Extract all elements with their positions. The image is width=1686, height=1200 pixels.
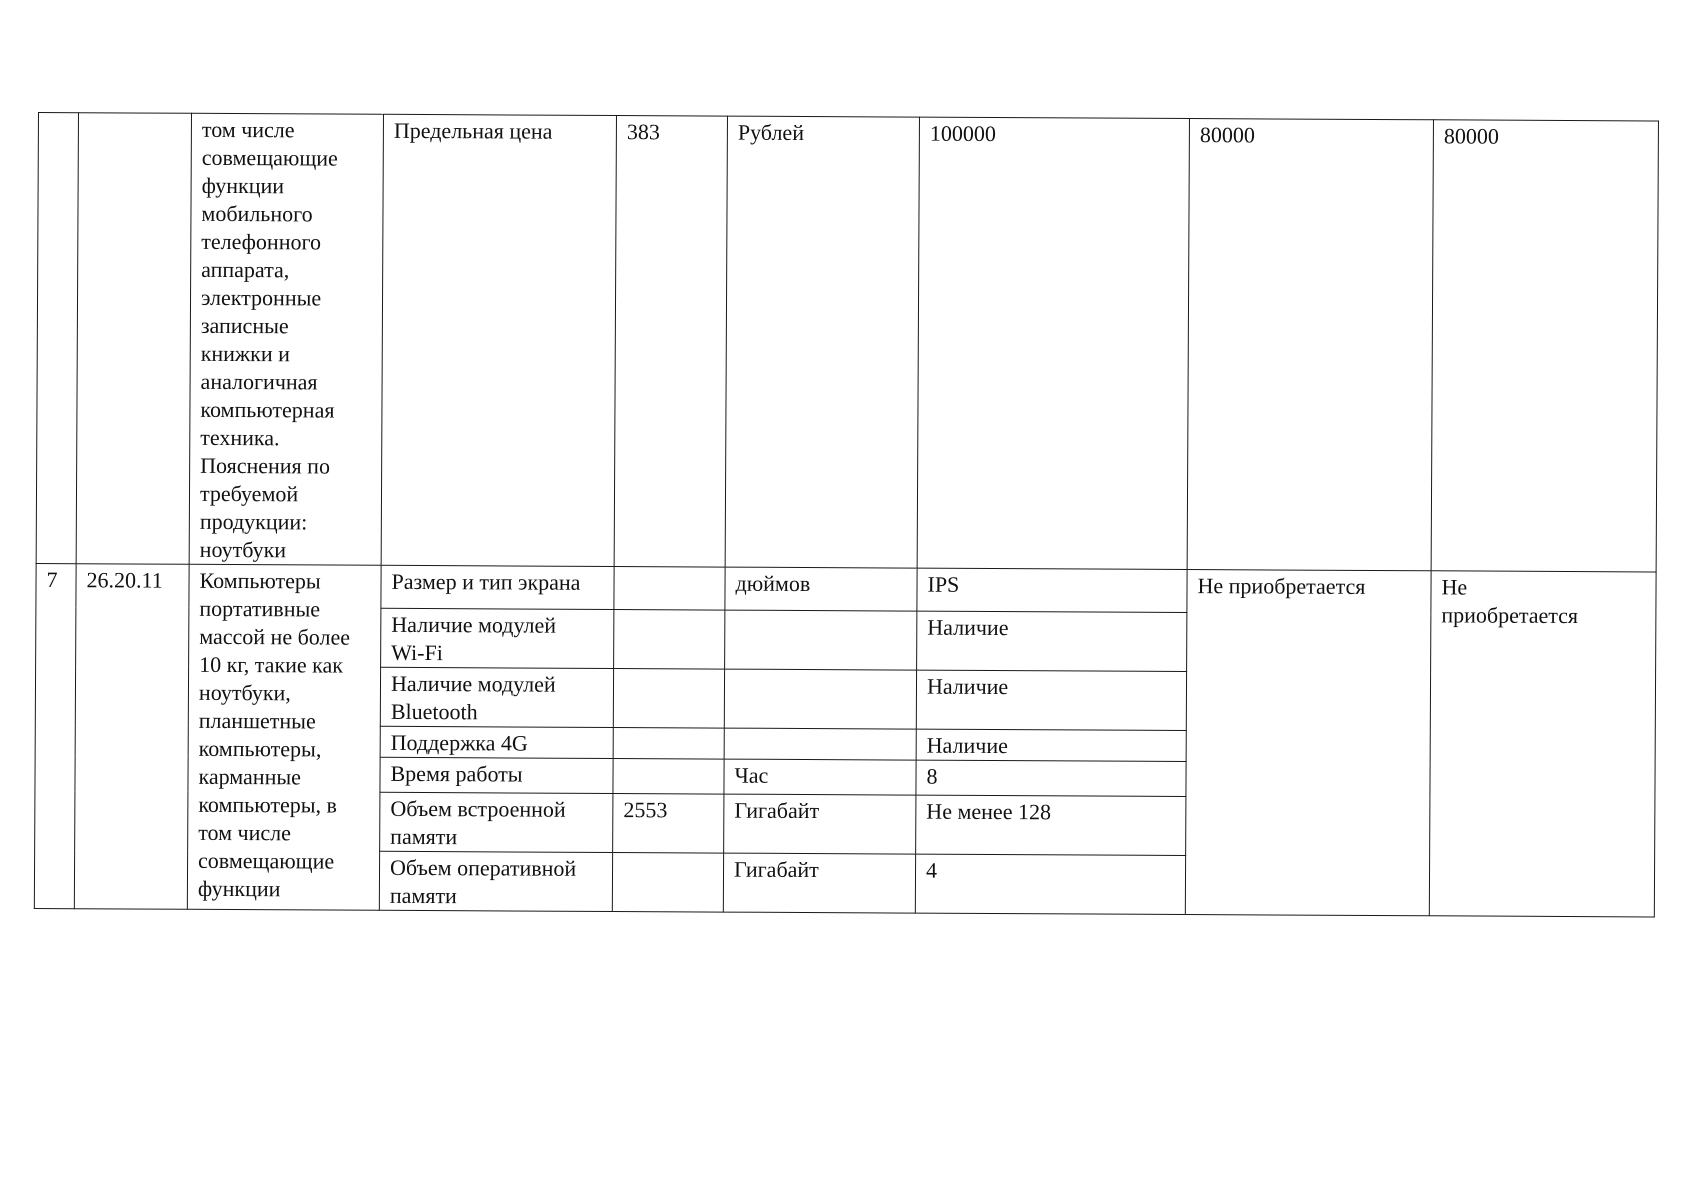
- okei-code-cell: [614, 610, 725, 670]
- okei-code-cell: [613, 728, 724, 760]
- row-number-cell: [36, 113, 78, 564]
- okpd-code-cell: 26.20.11: [74, 564, 189, 910]
- unit-cell: Гигабайт: [723, 853, 915, 913]
- table-row: [36, 563, 1656, 614]
- value-cell-3: Не приобретается: [1429, 571, 1656, 917]
- value-cell-1: Не менее 128: [916, 795, 1186, 855]
- characteristic-cell: Наличие модулей Wi-Fi: [381, 608, 614, 668]
- characteristic-cell: Поддержка 4G: [380, 726, 613, 758]
- characteristic-cell: Наличие модулей Bluetooth: [380, 667, 613, 727]
- table-row: [36, 113, 1658, 572]
- value-cell-2: 80000: [1187, 119, 1433, 571]
- document-sheet: [34, 112, 1658, 917]
- characteristic-cell: Время работы: [380, 757, 613, 793]
- unit-cell: дюймов: [725, 567, 917, 611]
- value-cell-1: Наличие: [917, 611, 1187, 671]
- product-name-cell: том числе совмещающие функции мобильного телефонного аппарата, электронные записные книжки и аналогичная компьютерная техника. Пояснения по требуемой продукции: ноутбуки: [189, 113, 383, 565]
- okei-code-cell: 383: [614, 116, 727, 568]
- value-cell-1: 100000: [917, 117, 1189, 569]
- okei-code-cell: [612, 853, 723, 913]
- characteristic-cell: Предельная цена: [381, 114, 616, 566]
- characteristic-cell: Объем встроенной памяти: [380, 792, 613, 852]
- okei-code-cell: [613, 759, 724, 795]
- okei-code-cell: 2553: [613, 794, 724, 854]
- unit-cell: [724, 728, 916, 760]
- value-cell-1: Наличие: [916, 670, 1186, 730]
- row-number-cell: 7: [34, 563, 76, 908]
- value-cell-1: IPS: [917, 568, 1187, 612]
- product-name-cell: Компьютеры портативные массой не более 10 кг, такие как ноутбуки, планшетные компьютеры, карманные компьютеры, в том числе совмещающие функции: [187, 564, 381, 910]
- unit-cell: [724, 669, 916, 729]
- unit-cell: [725, 610, 917, 670]
- okpd-code-cell: [76, 113, 191, 565]
- characteristic-cell: Размер и тип экрана: [381, 565, 614, 609]
- okei-code-cell: [614, 567, 725, 611]
- value-cell-1: Наличие: [916, 729, 1186, 761]
- value-cell-1: 4: [915, 854, 1185, 914]
- value-cell-1: 8: [916, 760, 1186, 796]
- unit-cell: Час: [724, 759, 916, 795]
- value-cell-3: 80000: [1431, 120, 1658, 572]
- characteristic-cell: Объем оперативной памяти: [379, 851, 612, 911]
- unit-cell: Гигабайт: [724, 794, 916, 854]
- requirements-table: [34, 112, 1659, 917]
- value-cell-2: Не приобретается: [1185, 570, 1431, 916]
- okei-code-cell: [613, 669, 724, 729]
- unit-cell: Рублей: [725, 116, 919, 568]
